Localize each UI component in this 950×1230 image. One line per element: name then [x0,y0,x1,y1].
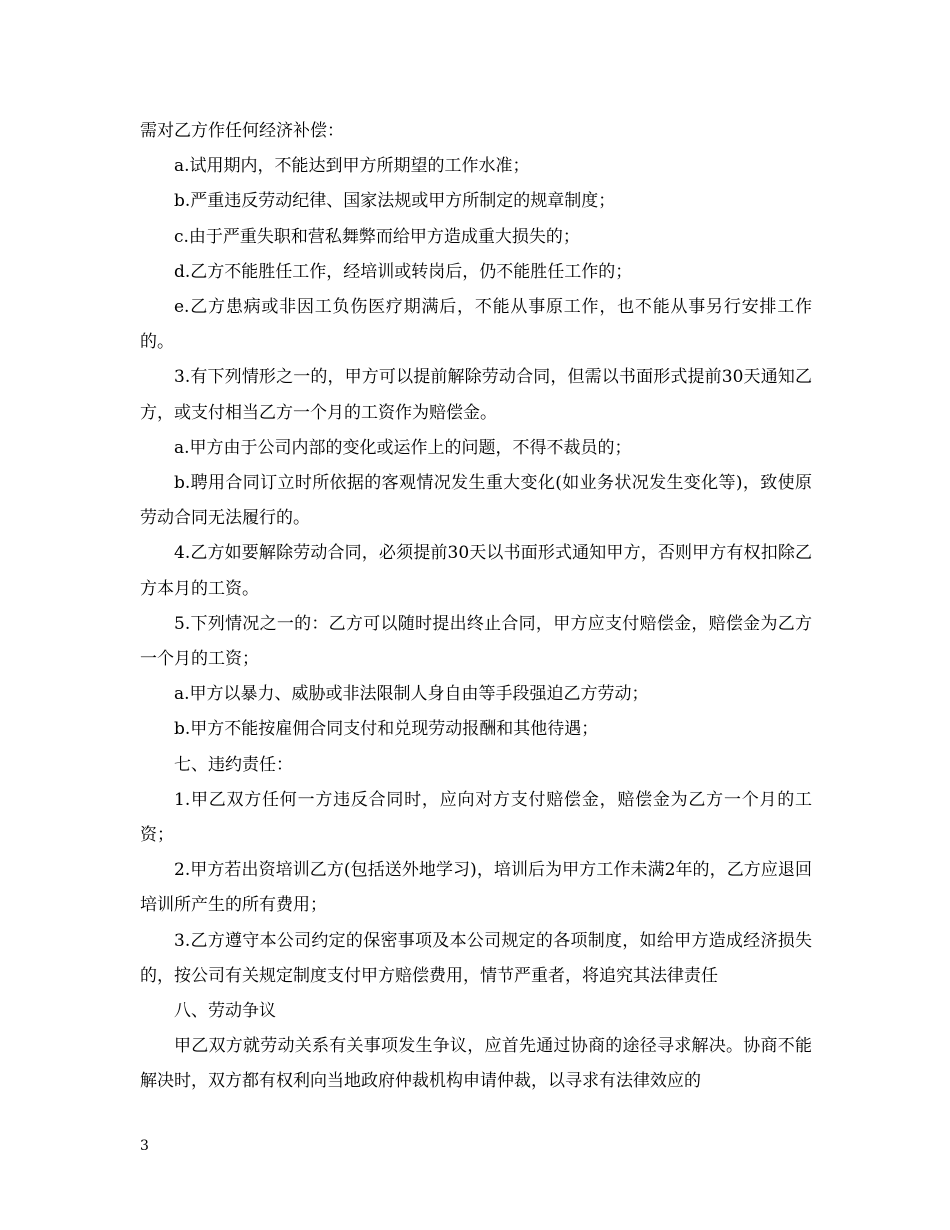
paragraph: d.乙方不能胜任工作，经培训或转岗后，仍不能胜任工作的； [174,261,633,282]
paragraph: 1.甲乙双方任何一方违反合同时，应向对方支付赔偿金，赔偿金为乙方一个月的工资； [140,789,812,846]
document-body [140,114,812,1100]
paragraph: 需对乙方作任何经济补偿： [140,121,344,141]
paragraph: 3.乙方遵守本公司约定的保密事项及本公司规定的各项制度，如给甲方造成经济损失的，按公司有关规定制度支付甲方赔偿费用，情节严重者，将追究其法律责任 [140,930,812,986]
paragraph: a.试用期内，不能达到甲方所期望的工作水准； [174,156,530,177]
paragraph: b.严重违反劳动纪律、国家法规或甲方所制定的规章制度； [174,191,616,212]
paragraph: e.乙方患病或非因工负伤医疗期满后，不能从事原工作，也不能从事另行安排工作的。 [140,297,812,353]
paragraph: 3.有下列情形之一的，甲方可以提前解除劳动合同，但需以书面形式提前30天通知乙方，或支付相当乙方一个月的工资作为赔偿金。 [140,367,812,423]
paragraph: 八、劳动争议 [174,1001,276,1022]
paragraph: a.甲方以暴力、威胁或非法限制人身自由等手段强迫乙方劳动； [174,684,649,705]
paragraph: 七、违约责任： [174,754,293,775]
page-number: 3 [140,1138,149,1154]
paragraph: 2.甲方若出资培训乙方(包括送外地学习)，培训后为甲方工作未满2年的，乙方应退回培训所产生的所有费用； [140,860,812,916]
paragraph: b.聘用合同订立时所依据的客观情况发生重大变化(如业务状况发生变化等)，致使原劳动合同无法履行的。 [140,473,812,529]
paragraph: 甲乙双方就劳动关系有关事项发生争议，应首先通过协商的途径寻求解决。协商不能解决时，双方都有权利向当地政府仲裁机构申请仲裁，以寻求有法律效应的 [140,1036,812,1092]
paragraph: 4.乙方如要解除劳动合同，必须提前30天以书面形式通知甲方，否则甲方有权扣除乙方本月的工资。 [140,543,812,599]
paragraph: a.甲方由于公司内部的变化或运作上的问题，不得不裁员的； [174,437,632,458]
paragraph: b.甲方不能按雇佣合同支付和兑现劳动报酬和其他待遇； [174,719,599,740]
paragraph: c.由于严重失职和营私舞弊而给甲方造成重大损失的； [174,226,580,247]
paragraph: 5.下列情况之一的：乙方可以随时提出终止合同，甲方应支付赔偿金，赔偿金为乙方一个月的工资； [140,613,812,670]
